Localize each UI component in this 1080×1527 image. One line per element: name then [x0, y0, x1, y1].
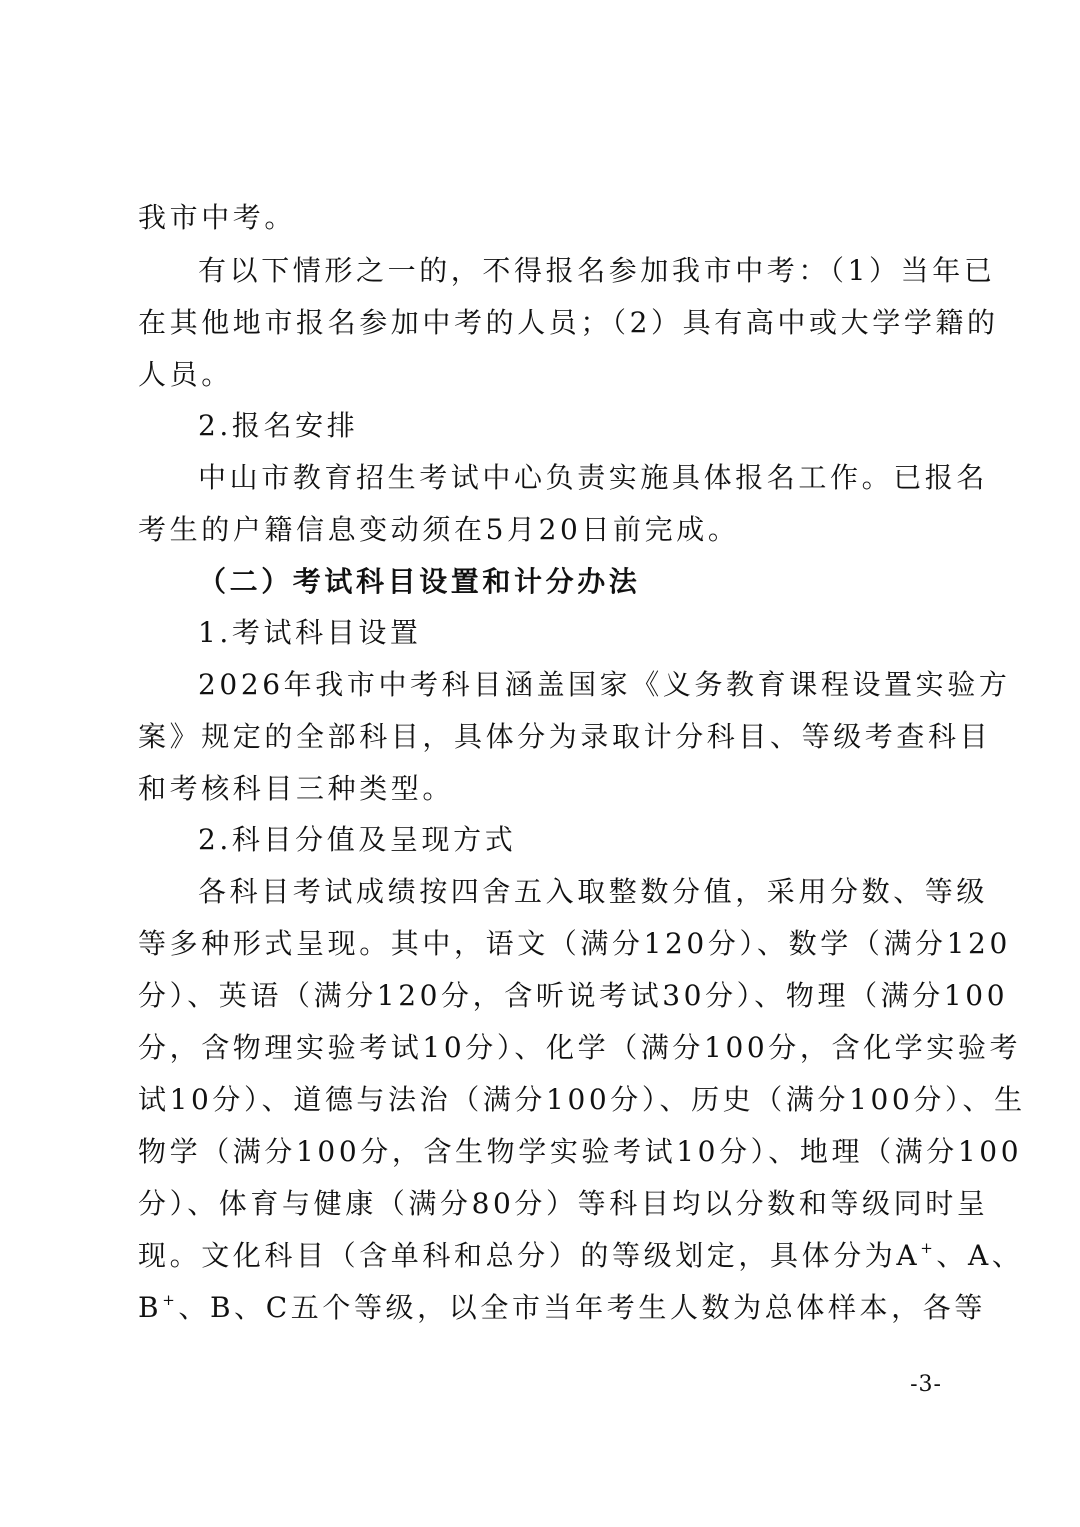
- section-heading: （二）考试科目设置和计分办法: [198, 565, 641, 598]
- paragraph-line: 分，含物理实验考试10分）、化学（满分100分，含化学实验考: [138, 1031, 1022, 1064]
- line-text: B: [138, 1291, 163, 1324]
- paragraph-line: 案》规定的全部科目，具体分为录取计分科目、等级考查科目: [138, 720, 992, 753]
- page-number: -3-: [910, 1372, 942, 1397]
- paragraph-line: 分）、英语（满分120分，含听说考试30分）、物理（满分100: [138, 979, 1009, 1012]
- paragraph-line: [138, 1288, 986, 1328]
- section-heading: 2.科目分值及呈现方式: [198, 823, 517, 856]
- paragraph-line: 2026年我市中考科目涵盖国家《义务教育课程设置实验方: [198, 668, 1011, 701]
- paragraph-line: 我市中考。: [138, 201, 297, 234]
- paragraph-line: 各科目考试成绩按四舍五入取整数分值，采用分数、等级: [198, 875, 989, 908]
- paragraph-line: 试10分）、道德与法治（满分100分）、历史（满分100分）、生: [138, 1083, 1026, 1116]
- paragraph-line: 分）、体育与健康（满分80分）等科目均以分数和等级同时呈: [138, 1187, 989, 1220]
- section-heading: 1.考试科目设置: [198, 616, 422, 649]
- paragraph-line: [138, 1236, 1024, 1276]
- paragraph-line: 和考核科目三种类型。: [138, 772, 455, 805]
- superscript-plus: +: [920, 1239, 937, 1257]
- paragraph-line: 人员。: [138, 358, 233, 391]
- line-text: 、B、C五个等级，以全市当年考生人数为总体样本，各等: [178, 1291, 986, 1324]
- paragraph-line: 考生的户籍信息变动须在5月20日前完成。: [138, 513, 740, 546]
- paragraph-line: 等多种形式呈现。其中，语文（满分120分）、数学（满分120: [138, 927, 1011, 960]
- line-text: 现。文化科目（含单科和总分）的等级划定，具体分为A: [138, 1239, 921, 1272]
- paragraph-line: 物学（满分100分，含生物学实验考试10分）、地理（满分100: [138, 1135, 1023, 1168]
- paragraph-line: 有以下情形之一的，不得报名参加我市中考：（1）当年已: [198, 254, 996, 287]
- section-heading: 2.报名安排: [198, 409, 359, 442]
- line-text: 、A、: [936, 1239, 1024, 1272]
- paragraph-line: 中山市教育招生考试中心负责实施具体报名工作。已报名: [198, 461, 989, 494]
- superscript-plus: +: [162, 1291, 179, 1309]
- paragraph-line: 在其他地市报名参加中考的人员；（2）具有高中或大学学籍的: [138, 306, 999, 339]
